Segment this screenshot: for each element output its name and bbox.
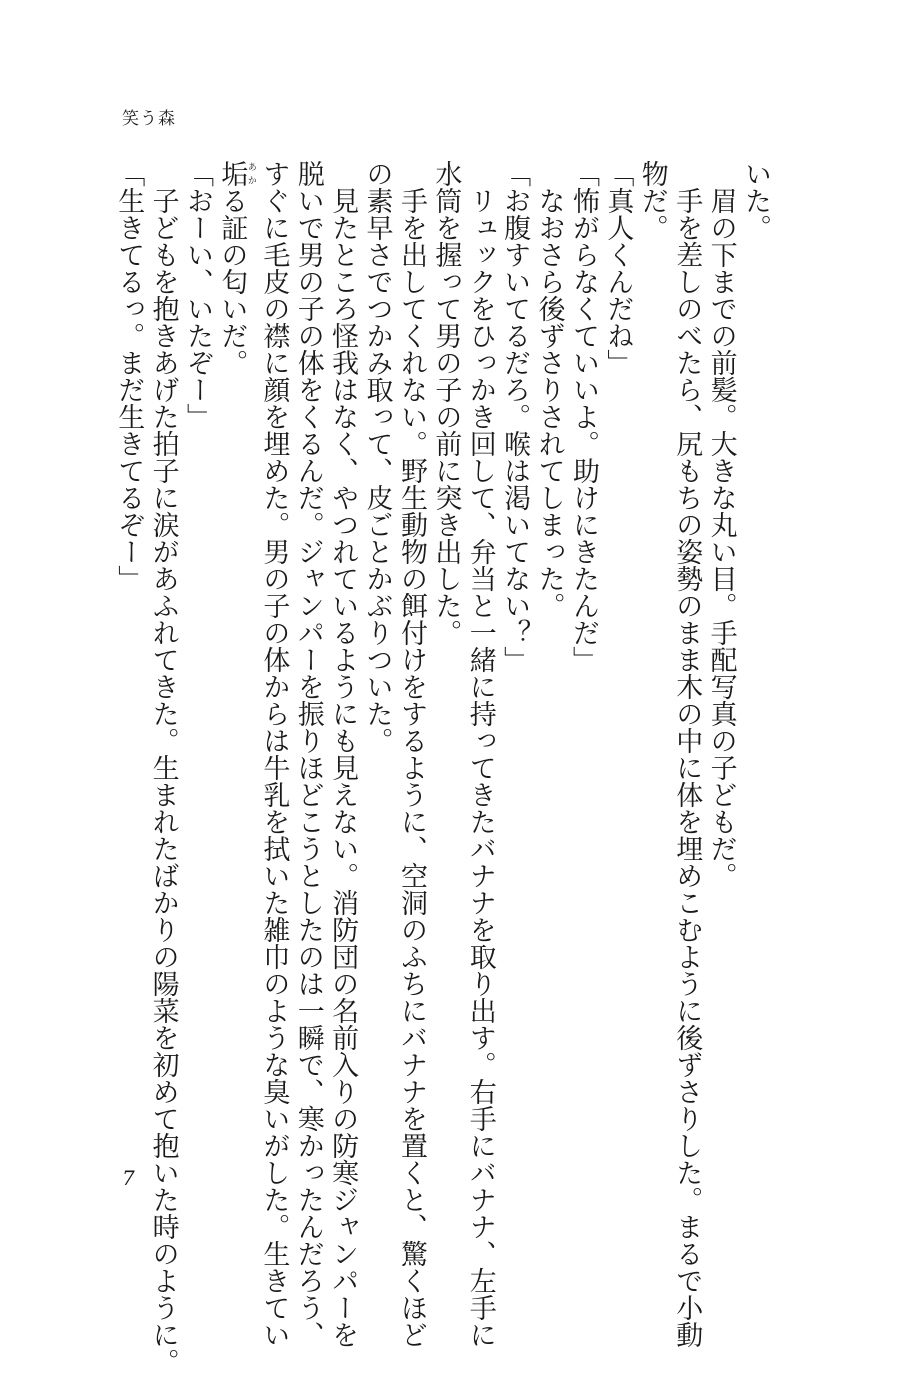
text-line: の素早さでつかみ取って、皮ごとかぶりついた。 (361, 160, 393, 754)
text-line: なおさら後ずさりされてしまった。 (533, 160, 565, 619)
text-line: 脱いで男の子の体をくるんだ。ジャンパーを振りほどこうとしたのは一瞬で、寒かったんだろう、 (292, 160, 324, 1348)
text-line: 水筒を握って男の子の前に突き出した。 (430, 160, 462, 646)
text-line: る証の匂いだ。 (216, 187, 248, 376)
text-line: 子どもを抱きあげた拍子に涙があふれてきた。生まれたばかりの陽菜を初めて抱いた時のように。 (147, 160, 179, 1375)
running-title: 笑う森 (122, 109, 176, 129)
text-line: 「真人くんだね」 (602, 160, 634, 376)
text-line: 物だ。 (636, 160, 668, 241)
body-text (113, 160, 772, 1375)
ruby-reading: あか (245, 160, 256, 187)
text-line: すぐに毛皮の襟に顔を埋めた。男の子の体からは牛乳を拭いた雑巾のような臭いがした。生きてい (258, 160, 290, 1348)
text-line: いた。 (740, 160, 771, 241)
text-line: 手を出してくれない。野生動物の餌付けをするように、空洞のふちにバナナを置くと、驚くほど (395, 160, 427, 1348)
text-line: 「生きてるっ。まだ生きてるぞー」 (113, 160, 145, 592)
text-line: 眉の下までの前髪。大きな丸い目。手配写真の子どもだ。 (705, 160, 737, 889)
text-line: 「お腹すいてるだろ。喉は渇いてない？」 (499, 160, 531, 673)
text-line: 「怖がらなくていいよ。助けにきたんだ」 (567, 160, 599, 673)
page-number: 7 (122, 1166, 135, 1190)
text-line: リュックをひっかき回して、弁当と一緒に持ってきたバナナを取り出す。右手にバナナ、左手に (464, 160, 496, 1348)
text-line: 手を差しのべたら、尻もちの姿勢のまま木の中に体を埋めこむように後ずさりした。まるで小動 (671, 160, 703, 1348)
text-line: 「おーい、いたぞー」 (182, 160, 213, 430)
ruby-base: 垢 (216, 160, 248, 187)
text-line: 見たところ怪我はなく、やつれているようにも見えない。消防団の名前入りの防寒ジャンパーを (327, 160, 359, 1348)
text-line-with-ruby (214, 160, 256, 1160)
ruby-word (216, 160, 256, 187)
